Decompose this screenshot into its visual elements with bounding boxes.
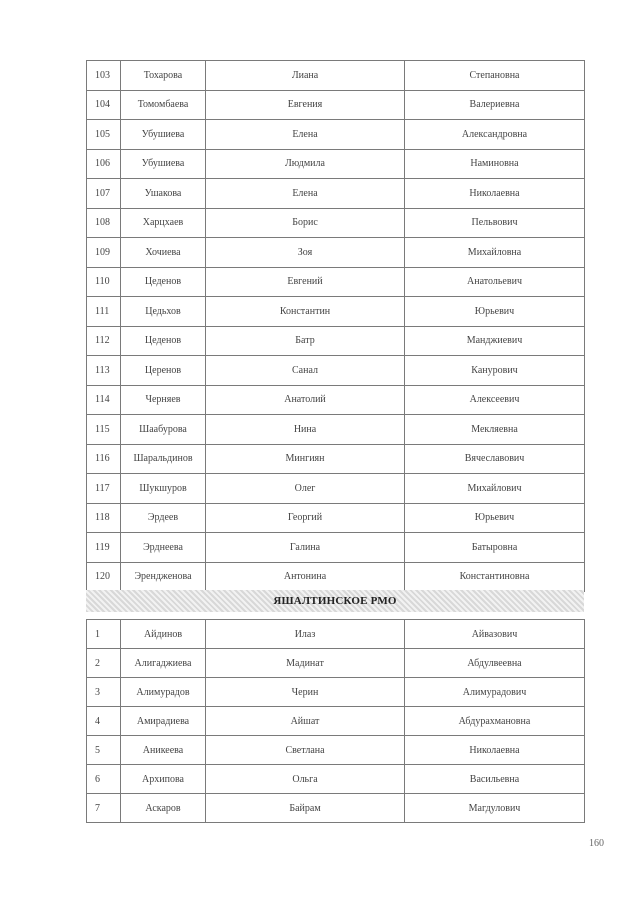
table-row: [87, 179, 585, 209]
patronymic-cell: Юрьевич: [405, 503, 585, 533]
row-number-cell: 4: [87, 707, 121, 736]
row-number-cell: 6: [87, 765, 121, 794]
table-row: [87, 61, 585, 91]
surname-cell: Убушиева: [121, 149, 206, 179]
table-row: [87, 765, 585, 794]
surname-cell: Аскаров: [121, 794, 206, 823]
table-row: [87, 620, 585, 649]
surname-cell: Черняев: [121, 385, 206, 415]
first-name-cell: Олег: [206, 474, 405, 504]
first-name-cell: Людмила: [206, 149, 405, 179]
first-name-cell: Санал: [206, 356, 405, 386]
patronymic-cell: Батыровна: [405, 533, 585, 563]
table-row: [87, 736, 585, 765]
surname-cell: Эрднеева: [121, 533, 206, 563]
table-row: [87, 120, 585, 150]
surname-cell: Цеденов: [121, 267, 206, 297]
patronymic-cell: Анатольевич: [405, 267, 585, 297]
row-number-cell: 1: [87, 620, 121, 649]
surname-cell: Шукшуров: [121, 474, 206, 504]
staff-table-bottom: [86, 619, 585, 823]
surname-cell: Убушиева: [121, 120, 206, 150]
patronymic-cell: Абдурахмановна: [405, 707, 585, 736]
row-number-cell: 109: [87, 238, 121, 268]
surname-cell: Шаабурова: [121, 415, 206, 445]
surname-cell: Харцхаев: [121, 208, 206, 238]
patronymic-cell: Константиновна: [405, 562, 585, 592]
first-name-cell: Евгения: [206, 90, 405, 120]
table-row: [87, 149, 585, 179]
first-name-cell: Мадинат: [206, 649, 405, 678]
table-row: [87, 649, 585, 678]
first-name-cell: Елена: [206, 179, 405, 209]
patronymic-cell: Айвазович: [405, 620, 585, 649]
surname-cell: Алимурадов: [121, 678, 206, 707]
surname-cell: Амирадиева: [121, 707, 206, 736]
first-name-cell: Илаз: [206, 620, 405, 649]
first-name-cell: Ольга: [206, 765, 405, 794]
patronymic-cell: Валериевна: [405, 90, 585, 120]
patronymic-cell: Александровна: [405, 120, 585, 150]
row-number-cell: 5: [87, 736, 121, 765]
row-number-cell: 120: [87, 562, 121, 592]
first-name-cell: Елена: [206, 120, 405, 150]
row-number-cell: 112: [87, 326, 121, 356]
surname-cell: Ушакова: [121, 179, 206, 209]
surname-cell: Эрдеев: [121, 503, 206, 533]
table-row: [87, 474, 585, 504]
surname-cell: Шаральдинов: [121, 444, 206, 474]
table-row: [87, 326, 585, 356]
patronymic-cell: Степановна: [405, 61, 585, 91]
first-name-cell: Георгий: [206, 503, 405, 533]
first-name-cell: Светлана: [206, 736, 405, 765]
patronymic-cell: Мекляевна: [405, 415, 585, 445]
surname-cell: Айдинов: [121, 620, 206, 649]
patronymic-cell: Михайлович: [405, 474, 585, 504]
patronymic-cell: Наминовна: [405, 149, 585, 179]
table-row: [87, 415, 585, 445]
row-number-cell: 107: [87, 179, 121, 209]
patronymic-cell: Николаевна: [405, 179, 585, 209]
surname-cell: Тохарова: [121, 61, 206, 91]
row-number-cell: 3: [87, 678, 121, 707]
patronymic-cell: Юрьевич: [405, 297, 585, 327]
row-number-cell: 110: [87, 267, 121, 297]
row-number-cell: 119: [87, 533, 121, 563]
table-row: [87, 267, 585, 297]
table-row: [87, 503, 585, 533]
row-number-cell: 7: [87, 794, 121, 823]
row-number-cell: 118: [87, 503, 121, 533]
patronymic-cell: Николаевна: [405, 736, 585, 765]
table-row: [87, 297, 585, 327]
table-row: [87, 208, 585, 238]
row-number-cell: 116: [87, 444, 121, 474]
patronymic-cell: Алексеевич: [405, 385, 585, 415]
surname-cell: Эрендженова: [121, 562, 206, 592]
first-name-cell: Константин: [206, 297, 405, 327]
patronymic-cell: Михайловна: [405, 238, 585, 268]
surname-cell: Цедьхов: [121, 297, 206, 327]
table-row: [87, 678, 585, 707]
table-row: [87, 385, 585, 415]
row-number-cell: 105: [87, 120, 121, 150]
first-name-cell: Мингиян: [206, 444, 405, 474]
row-number-cell: 108: [87, 208, 121, 238]
first-name-cell: Черин: [206, 678, 405, 707]
table-row: [87, 794, 585, 823]
first-name-cell: Борис: [206, 208, 405, 238]
row-number-cell: 113: [87, 356, 121, 386]
first-name-cell: Зоя: [206, 238, 405, 268]
row-number-cell: 106: [87, 149, 121, 179]
surname-cell: Алигаджиева: [121, 649, 206, 678]
row-number-cell: 117: [87, 474, 121, 504]
row-number-cell: 114: [87, 385, 121, 415]
surname-cell: Аникеева: [121, 736, 206, 765]
row-number-cell: 111: [87, 297, 121, 327]
table-row: [87, 90, 585, 120]
table-row: [87, 356, 585, 386]
surname-cell: Церенов: [121, 356, 206, 386]
staff-table-top: [86, 60, 585, 592]
row-number-cell: 115: [87, 415, 121, 445]
row-number-cell: 103: [87, 61, 121, 91]
first-name-cell: Евгений: [206, 267, 405, 297]
table-row: [87, 533, 585, 563]
first-name-cell: Байрам: [206, 794, 405, 823]
patronymic-cell: Канурович: [405, 356, 585, 386]
surname-cell: Цеденов: [121, 326, 206, 356]
table-row: [87, 562, 585, 592]
first-name-cell: Лиана: [206, 61, 405, 91]
first-name-cell: Нина: [206, 415, 405, 445]
page-number: 160: [589, 838, 604, 849]
surname-cell: Хочиева: [121, 238, 206, 268]
patronymic-cell: Васильевна: [405, 765, 585, 794]
patronymic-cell: Пельвович: [405, 208, 585, 238]
patronymic-cell: Алимурадович: [405, 678, 585, 707]
row-number-cell: 104: [87, 90, 121, 120]
row-number-cell: 2: [87, 649, 121, 678]
first-name-cell: Анатолий: [206, 385, 405, 415]
table-row: [87, 238, 585, 268]
first-name-cell: Батр: [206, 326, 405, 356]
table-row: [87, 707, 585, 736]
first-name-cell: Айшат: [206, 707, 405, 736]
first-name-cell: Галина: [206, 533, 405, 563]
section-title: ЯШАЛТИНСКОЕ РМО: [273, 595, 397, 607]
patronymic-cell: Абдулвеевна: [405, 649, 585, 678]
surname-cell: Томомбаева: [121, 90, 206, 120]
patronymic-cell: Магдулович: [405, 794, 585, 823]
patronymic-cell: Манджиевич: [405, 326, 585, 356]
patronymic-cell: Вячеславович: [405, 444, 585, 474]
first-name-cell: Антонина: [206, 562, 405, 592]
table-row: [87, 444, 585, 474]
surname-cell: Архипова: [121, 765, 206, 794]
